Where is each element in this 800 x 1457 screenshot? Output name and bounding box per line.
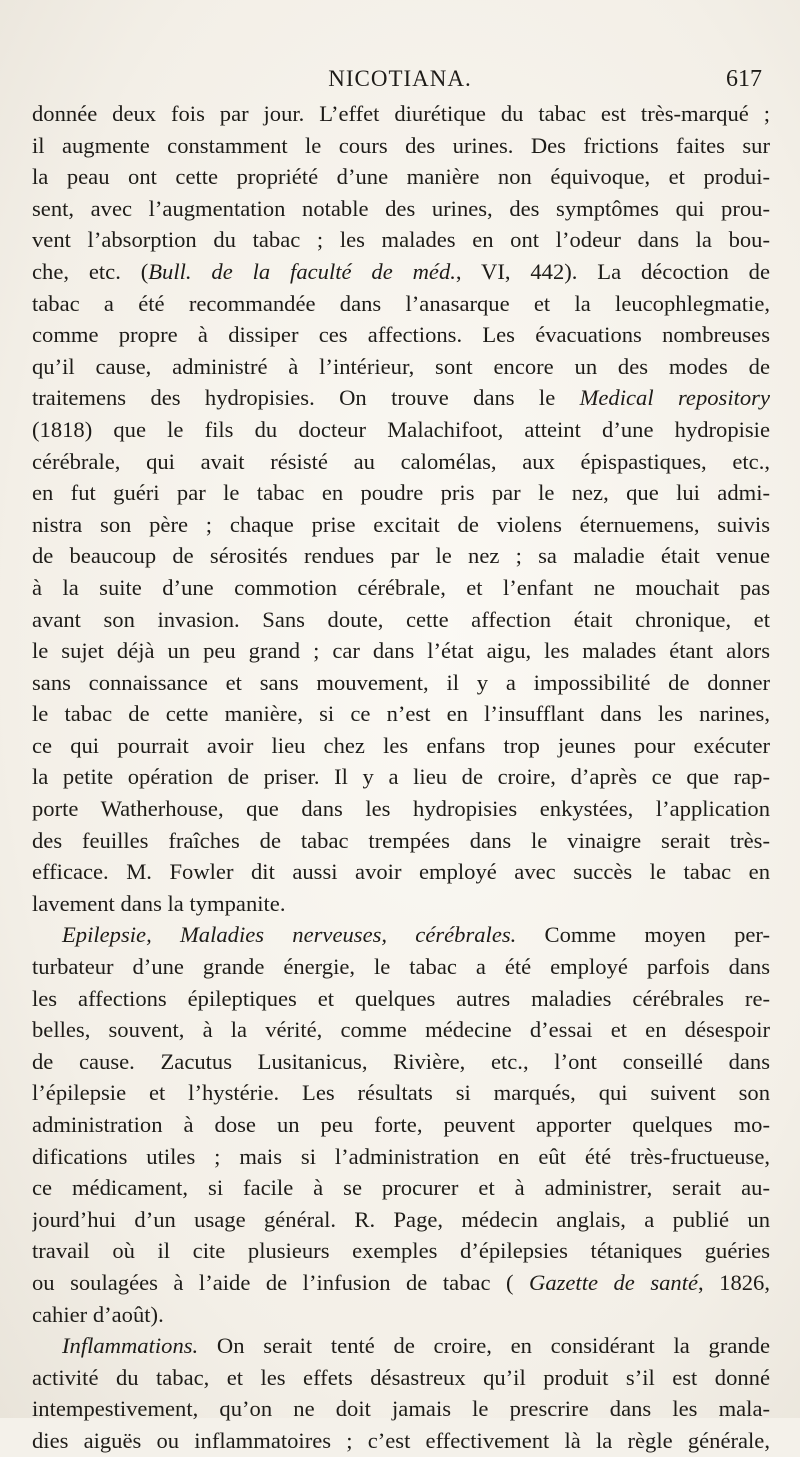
- text-line: [32, 919, 770, 951]
- line-text: en fut guéri par le tabac en poudre pris par le nez, que lui admi-: [32, 480, 770, 506]
- text-line: [32, 698, 770, 730]
- line-text: vent l’absorption du tabac ; les malades en ont l’odeur dans la bou-: [32, 227, 770, 253]
- text-line: [32, 1014, 770, 1046]
- line-text: de cause. Zacutus Lusitanicus, Rivière, etc., l’ont conseillé dans: [32, 1048, 770, 1074]
- text-line: [32, 98, 770, 130]
- line-text: Comme moyen per-: [516, 922, 770, 948]
- line-text: la petite opération de priser. Il y a lieu de croire, d’après ce que rap-: [32, 764, 770, 790]
- italic-text: Bull. de la faculté de méd.: [148, 258, 456, 284]
- line-text: donnée deux fois par jour. L’effet diurétique du tabac est très-marqué ;: [32, 101, 770, 126]
- line-text: lavement dans la tympanite.: [32, 890, 286, 916]
- line-text: ce médicament, si facile à se procurer et à administrer, serait au-: [32, 1175, 770, 1201]
- text-line: [32, 288, 770, 320]
- text-line: [32, 319, 770, 351]
- line-text: On serait tenté de croire, en considérant la grande: [198, 1333, 770, 1359]
- line-text: qu’il cause, administré à l’intérieur, sont encore un des modes de: [32, 353, 770, 379]
- line-text: porte Watherhouse, que dans les hydropisies enkystées, l’application: [32, 796, 770, 822]
- text-line: [32, 1141, 770, 1173]
- italic-text: Epilepsie, Maladies nerveuses, cérébrales.: [62, 922, 517, 948]
- text-line: [32, 161, 770, 193]
- text-line: [32, 477, 770, 509]
- italic-text: Inflammations.: [62, 1333, 199, 1359]
- text-line: [32, 193, 770, 225]
- line-text: efficace. M. Fowler dit aussi avoir employé avec succès le tabac en: [32, 859, 770, 885]
- line-text: l’épilepsie et l’hystérie. Les résultats si marqués, qui suivent son: [32, 1080, 770, 1106]
- line-text: ce qui pourrait avoir lieu chez les enfans trop jeunes pour exécuter: [32, 732, 770, 758]
- line-text: , 1826,: [698, 1269, 770, 1295]
- text-line: [32, 825, 770, 857]
- text-line: [32, 572, 770, 604]
- page-header: [0, 60, 800, 100]
- text-line: [32, 1204, 770, 1236]
- text-line: [32, 1267, 770, 1299]
- text-line: [32, 130, 770, 162]
- text-line: [32, 382, 770, 414]
- line-text: cérébrale, qui avait résisté au calomélas, aux épispastiques, etc.,: [32, 448, 770, 474]
- line-text: le tabac de cette manière, si ce n’est en l’insufflant dans les narines,: [32, 701, 770, 727]
- text-line: [32, 635, 770, 667]
- text-line: [32, 951, 770, 983]
- line-text: , VI, 442). La décoction de: [455, 258, 770, 284]
- text-line: [32, 1046, 770, 1078]
- line-text: de beaucoup de sérosités rendues par le nez ; sa maladie était venue: [32, 543, 770, 569]
- line-text-before: traitemens des hydropisies. On trouve dans le: [32, 385, 580, 411]
- line-text: administration à dose un peu forte, peuvent apporter quelques mo-: [32, 1112, 770, 1137]
- line-text-before: ou soulagées à l’aide de l’infusion de tabac (: [32, 1269, 529, 1295]
- text-line: [32, 1109, 770, 1141]
- line-text: les affections épileptiques et quelques autres maladies cérébrales re-: [32, 985, 770, 1011]
- text-line: [32, 793, 770, 825]
- text-line: [32, 856, 770, 888]
- line-text: difications utiles ; mais si l’administration en eût été très-fructueuse,: [32, 1143, 770, 1169]
- italic-text: Gazette de santé: [529, 1269, 699, 1295]
- line-text: dies aiguës ou inflammatoires ; c’est effectivement là la règle générale,: [32, 1427, 770, 1453]
- text-line: [32, 446, 770, 478]
- text-line: [32, 351, 770, 383]
- text-line: [32, 509, 770, 541]
- line-text: intempestivement, qu’on ne doit jamais le prescrire dans les mala-: [32, 1396, 770, 1422]
- text-line: [32, 1172, 770, 1204]
- text-line: [32, 1330, 770, 1362]
- text-line: [32, 540, 770, 572]
- text-line: [32, 1425, 770, 1457]
- page-number: 617: [726, 66, 762, 92]
- text-line: [32, 1235, 770, 1267]
- line-text: tabac a été recommandée dans l’anasarque et la leucophlegmatie,: [32, 290, 770, 316]
- line-text: activité du tabac, et les effets désastreux qu’il produit s’il est donné: [32, 1364, 770, 1390]
- text-line: [32, 1077, 770, 1109]
- text-line: [32, 1362, 770, 1394]
- line-text: belles, souvent, à la vérité, comme médecine d’essai et en désespoir: [32, 1017, 770, 1043]
- line-text: le sujet déjà un peu grand ; car dans l’état aigu, les malades étant alors: [32, 638, 770, 664]
- text-line: [32, 414, 770, 446]
- text-line: [32, 224, 770, 256]
- line-text: avant son invasion. Sans doute, cette affection était chronique, et: [32, 606, 770, 632]
- line-text: la peau ont cette propriété d’une manière non équivoque, et produi-: [32, 164, 770, 190]
- line-text: sent, avec l’augmentation notable des urines, des symptômes qui prou-: [32, 195, 770, 221]
- text-line: [32, 667, 770, 699]
- italic-text: Medical repository: [579, 385, 770, 411]
- line-text: sans connaissance et sans mouvement, il y a impossibilité de donner: [32, 669, 770, 695]
- line-text: jourd’hui d’un usage général. R. Page, médecin anglais, a publié un: [32, 1206, 770, 1232]
- line-text-before: che, etc. (: [32, 258, 149, 284]
- line-text: à la suite d’une commotion cérébrale, et l’enfant ne mouchait pas: [32, 574, 770, 600]
- text-line: [32, 1299, 770, 1331]
- line-text: comme propre à dissiper ces affections. Les évacuations nombreuses: [32, 322, 770, 348]
- body-text: [32, 98, 770, 1457]
- text-line: [32, 604, 770, 636]
- text-line: [32, 983, 770, 1015]
- line-text: travail où il cite plusieurs exemples d’épilepsies tétaniques guéries: [32, 1238, 770, 1264]
- text-line: [32, 1393, 770, 1425]
- line-text: (1818) que le fils du docteur Malachifoot, atteint d’une hydropisie: [32, 416, 770, 442]
- line-text: cahier d’août).: [32, 1301, 164, 1327]
- running-title: NICOTIANA.: [328, 66, 472, 91]
- line-text: turbateur d’une grande énergie, le tabac a été employé parfois dans: [32, 954, 770, 980]
- text-line: [32, 256, 770, 288]
- line-text: nistra son père ; chaque prise excitait de violens éternuemens, suivis: [32, 511, 770, 537]
- line-text: des feuilles fraîches de tabac trempées dans le vinaigre serait très-: [32, 827, 770, 853]
- text-line: [32, 761, 770, 793]
- text-line: [32, 730, 770, 762]
- text-line: [32, 888, 770, 920]
- line-text: il augmente constamment le cours des urines. Des frictions faites sur: [32, 132, 770, 158]
